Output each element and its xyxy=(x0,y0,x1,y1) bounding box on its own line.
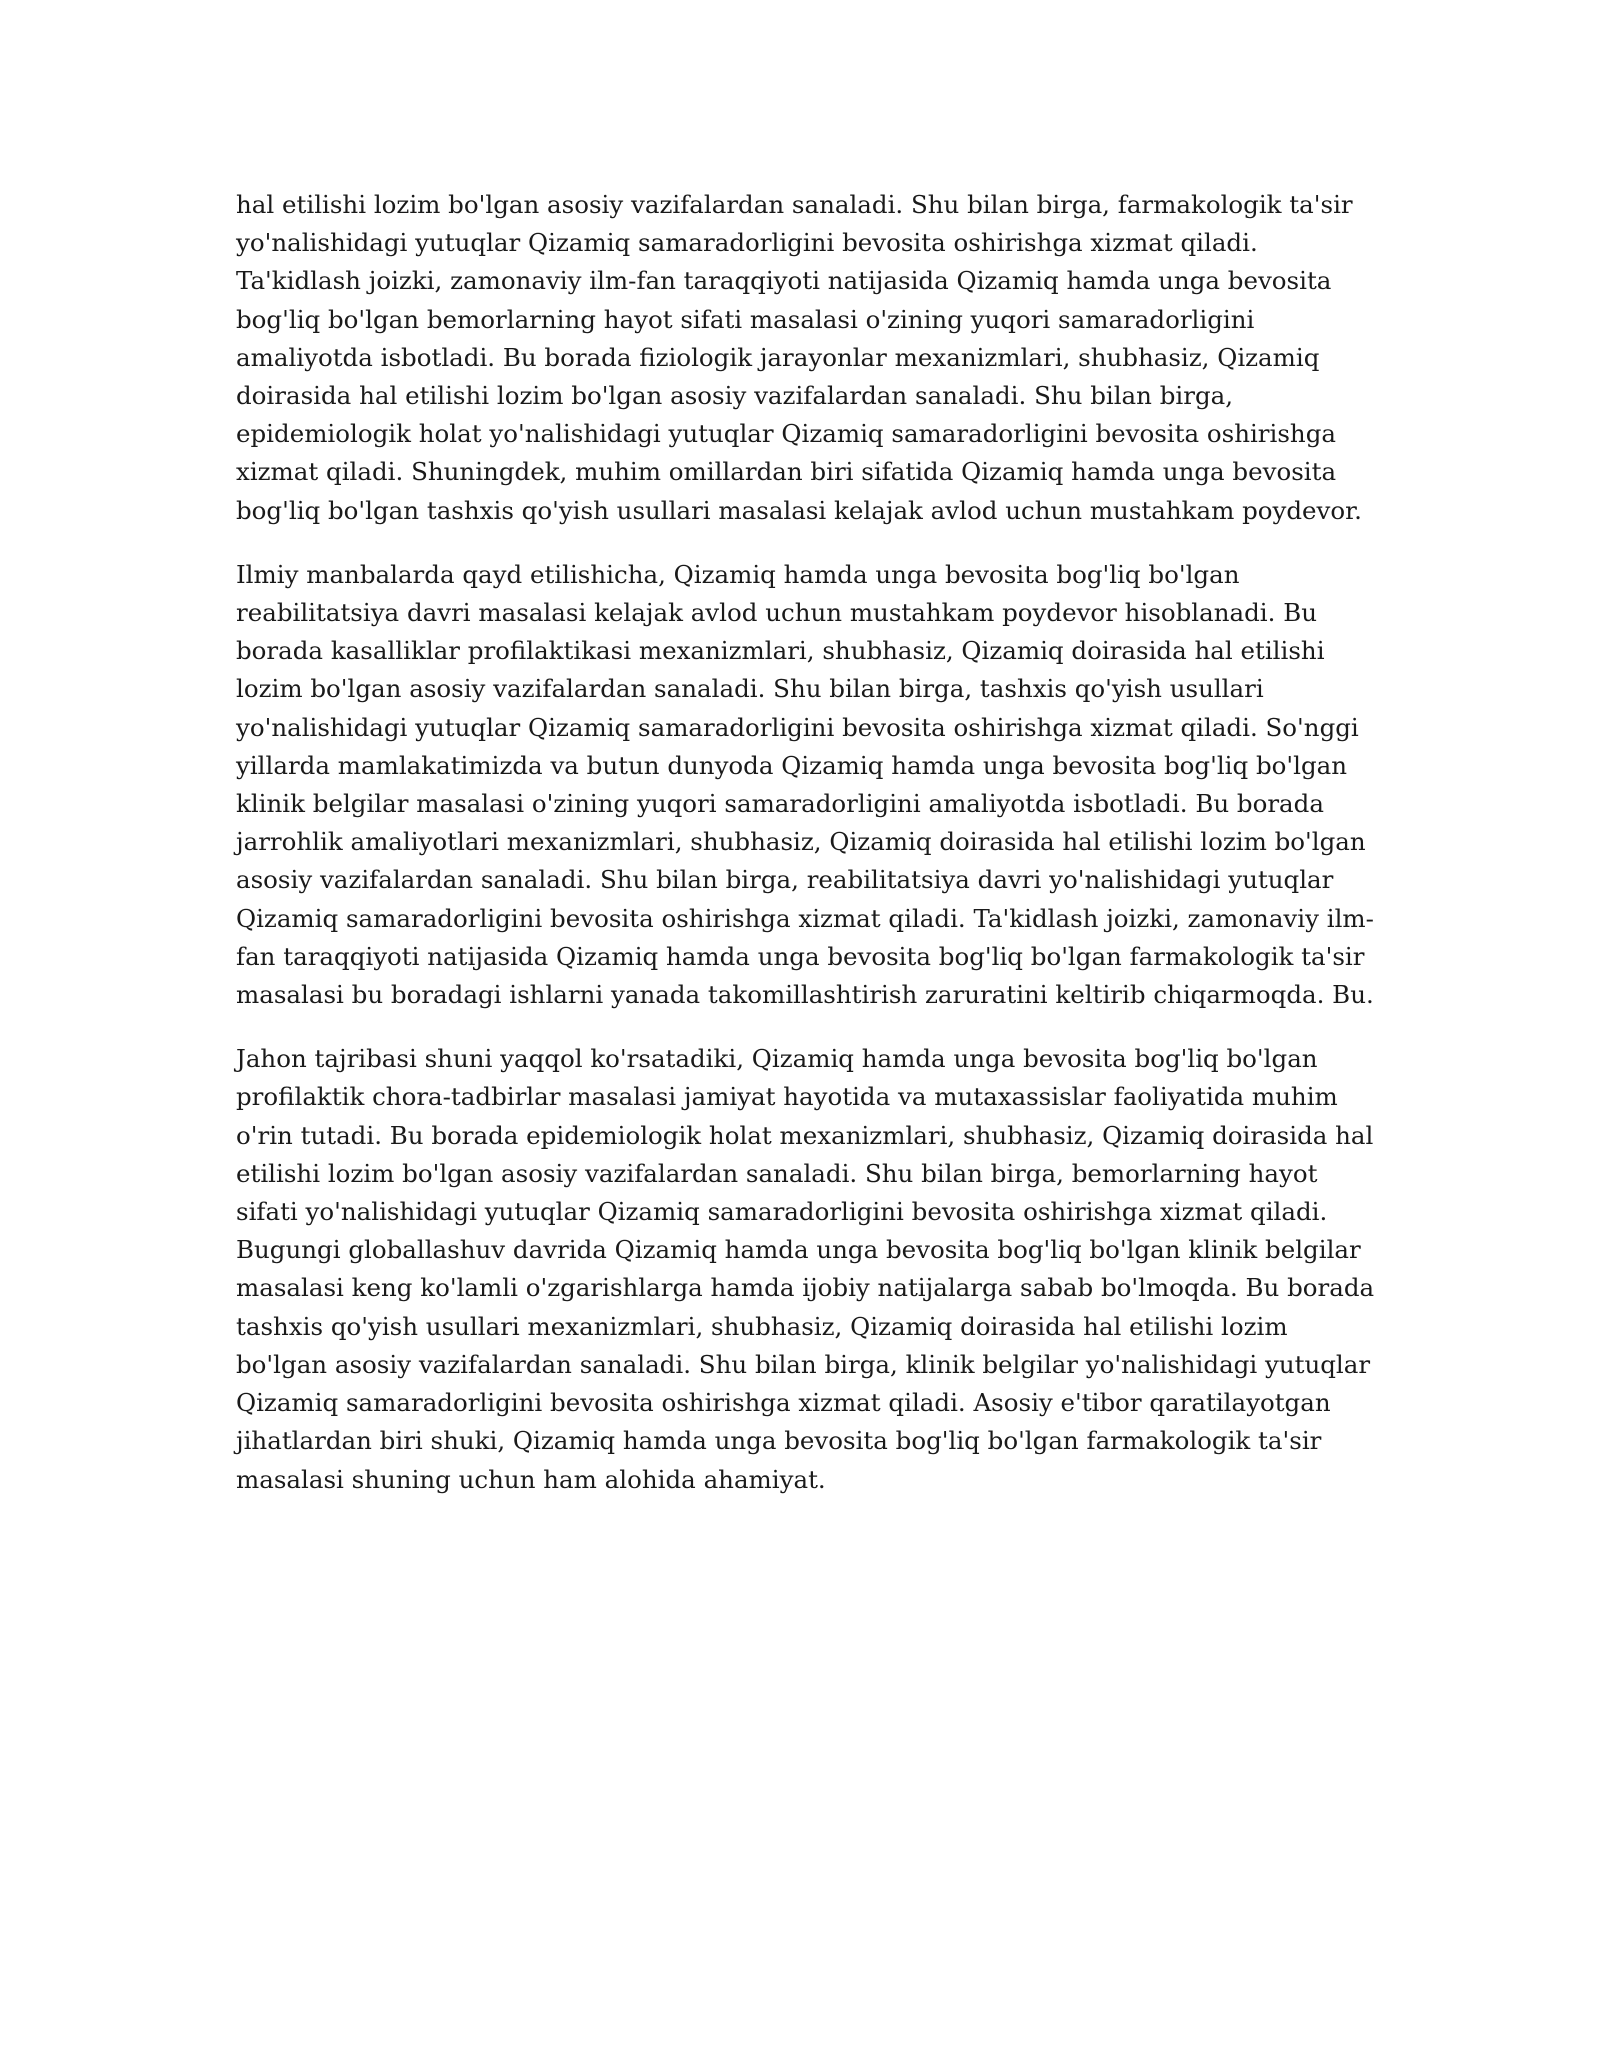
paragraph-1: hal etilishi lozim bo'lgan asosiy vazifalardan sanaladi. Shu bilan birga, farmakologik ta'sir yo'nalishidagi yutuqlar Qizamiq samaradorligini bevosita oshirishga xizmat qiladi. Ta'kidlash joizki, zamonaviy ilm-fan taraqqiyoti natijasida Qizamiq hamda unga bevosita bog'liq bo'lgan bemorlarning hayot sifati masalasi o'zining yuqori samaradorligini amaliyotda isbotladi. Bu borada fiziologik jarayonlar mexanizmlari, shubhasiz, Qizamiq doirasida hal etilishi lozim bo'lgan asosiy vazifalardan sanaladi. Shu bilan birga, epidemiologik holat yo'nalishidagi yutuqlar Qizamiq samaradorligini bevosita oshirishga xizmat qiladi. Shuningdek, muhim omillardan biri sifatida Qizamiq hamda unga bevosita bog'liq bo'lgan tashxis qo'yish usullari masalasi kelajak avlod uchun mustahkam poydevor. xyxy=(236,190,1362,525)
paragraph-2: Ilmiy manbalarda qayd etilishicha, Qizamiq hamda unga bevosita bog'liq bo'lgan reabilitatsiya davri masalasi kelajak avlod uchun mustahkam poydevor hisoblanadi. Bu borada kasalliklar profilaktikasi mexanizmlari, shubhasiz, Qizamiq doirasida hal etilishi lozim bo'lgan asosiy vazifalardan sanaladi. Shu bilan birga, tashxis qo'yish usullari yo'nalishidagi yutuqlar Qizamiq samaradorligini bevosita oshirishga xizmat qiladi. So'nggi yillarda mamlakatimizda va butun dunyoda Qizamiq hamda unga bevosita bog'liq bo'lgan klinik belgilar masalasi o'zining yuqori samaradorligini amaliyotda isbotladi. Bu borada jarrohlik amaliyotlari mexanizmlari, shubhasiz, Qizamiq doirasida hal etilishi lozim bo'lgan asosiy vazifalardan sanaladi. Shu bilan birga, reabilitatsiya davri yo'nalishidagi yutuqlar Qizamiq samaradorligini bevosita oshirishga xizmat qiladi. Ta'kidlash joizki, zamonaviy ilm-fan taraqqiyoti natijasida Qizamiq hamda unga bevosita bog'liq bo'lgan farmakologik ta'sir masalasi bu boradagi ishlarni yanada takomillashtirish zaruratini keltirib chiqarmoqda. Bu. xyxy=(236,559,1374,1010)
paragraph-3: Jahon tajribasi shuni yaqqol ko'rsatadiki, Qizamiq hamda unga bevosita bog'liq bo'lgan profilaktik chora-tadbirlar masalasi jamiyat hayotida va mutaxassislar faoliyatida muhim o'rin tutadi. Bu borada epidemiologik holat mexanizmlari, shubhasiz, Qizamiq doirasida hal etilishi lozim bo'lgan asosiy vazifalardan sanaladi. Shu bilan birga, bemorlarning hayot sifati yo'nalishidagi yutuqlar Qizamiq samaradorligini bevosita oshirishga xizmat qiladi. Bugungi globallashuv davrida Qizamiq hamda unga bevosita bog'liq bo'lgan klinik belgilar masalasi keng ko'lamli o'zgarishlarga hamda ijobiy natijalarga sabab bo'lmoqda. Bu borada tashxis qo'yish usullari mexanizmlari, shubhasiz, Qizamiq doirasida hal etilishi lozim bo'lgan asosiy vazifalardan sanaladi. Shu bilan birga, klinik belgilar yo'nalishidagi yutuqlar Qizamiq samaradorligini bevosita oshirishga xizmat qiladi. Asosiy e'tibor qaratilayotgan jihatlardan biri shuki, Qizamiq hamda unga bevosita bog'liq bo'lgan farmakologik ta'sir masalasi shuning uchun ham alohida ahamiyat. xyxy=(236,1044,1375,1494)
document-body xyxy=(236,186,1376,1525)
